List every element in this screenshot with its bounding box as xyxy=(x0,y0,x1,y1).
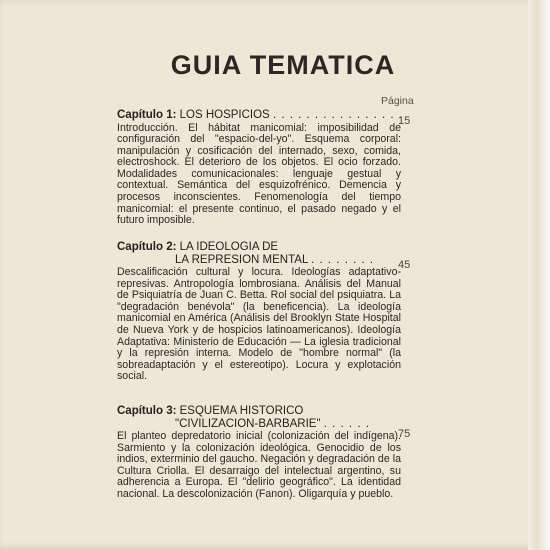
chapter-2-summary: Descalificación cultural y locura. Ideologías adaptativo-represivas. Antropología lombrosiana. Análisis del Manual de Psiquiatría de Juan C. Betta. Rol social del psiquiatra. La "degradación benévola" (la beneficencia). La ideología manicomial en América (Análisis del Brooklyn State Hospital de Nueva York y de hospicios latinoamericanos). Ideología Adaptativa: Ministerio de Educación — La iglesia tradicional y la represión interna. Modelo de "hombre normal" (la sobreadaptación y el estereotipo). Locura y explotación social. xyxy=(117,266,401,383)
chapter-1-page-number: 15 xyxy=(398,115,411,127)
chapter-1-label: Capítulo 1: xyxy=(117,109,177,121)
chapter-3-leader-dots: . . . . . . xyxy=(323,417,370,430)
chapter-2-page-number: 45 xyxy=(398,259,411,271)
page-title: GUIA TEMATICA xyxy=(170,50,396,80)
chapter-2 xyxy=(117,241,401,383)
chapter-1-title: LOS HOSPICIOS xyxy=(179,109,270,121)
chapter-1 xyxy=(117,109,401,227)
chapter-1-leader-dots: . . . . . . . . . . . . . . . . xyxy=(272,109,403,121)
chapter-2-title-line-1: LA IDEOLOGIA DE xyxy=(179,241,279,253)
chapter-2-heading xyxy=(117,241,401,254)
chapter-2-title-line-2: LA REPRESION MENTAL xyxy=(175,253,308,266)
chapter-3-summary: El planteo depredatorio inicial (colonización del indígena). Sarmiento y la colonización ideológica. Genocidio de los indios, exterminio del gaucho. Negación y degradación de la Cultura Criolla. El desarraigo del intelectual argentino, su adherencia a Europa. El "delirio geográfico". La identidad nacional. La descolonización (Fanon). Oligarquía y pueblo. xyxy=(117,430,401,500)
chapter-1-heading xyxy=(117,109,401,122)
chapter-2-label: Capítulo 2: xyxy=(117,241,177,253)
chapter-1-summary: Introducción. El hábitat manicomial: imposibilidad de configuración del "espacio-del-yo". Esquema corporal: manipulación y cosificación del internado, sexo, comida, electroshock. El deterioro de los objetos. El ocio forzado. Modalidades comunicacionales: lenguaje gestual y contextual. Semántica del esquizofrénico. Demencia y procesos inconscientes. Fenomenología del tiempo manicomial: el presente continuo, el pasado negado y el futuro imposible. xyxy=(117,121,401,227)
chapter-2-heading-line-2 xyxy=(117,254,401,267)
chapter-3-title-line-2: "CIVILIZACION-BARBARIE" xyxy=(175,417,321,430)
chapter-2-leader-dots: . . . . . . . . xyxy=(311,253,375,266)
chapter-3-page-number: 75 xyxy=(398,428,411,440)
chapter-3 xyxy=(117,405,401,501)
chapter-3-heading xyxy=(117,405,401,418)
page-edge xyxy=(528,0,550,550)
chapter-3-heading-line-2 xyxy=(117,418,401,431)
chapter-3-title-line-1: ESQUEMA HISTORICO xyxy=(179,405,304,417)
chapter-3-label: Capítulo 3: xyxy=(117,405,177,417)
pagina-column-label: Página xyxy=(381,95,414,107)
